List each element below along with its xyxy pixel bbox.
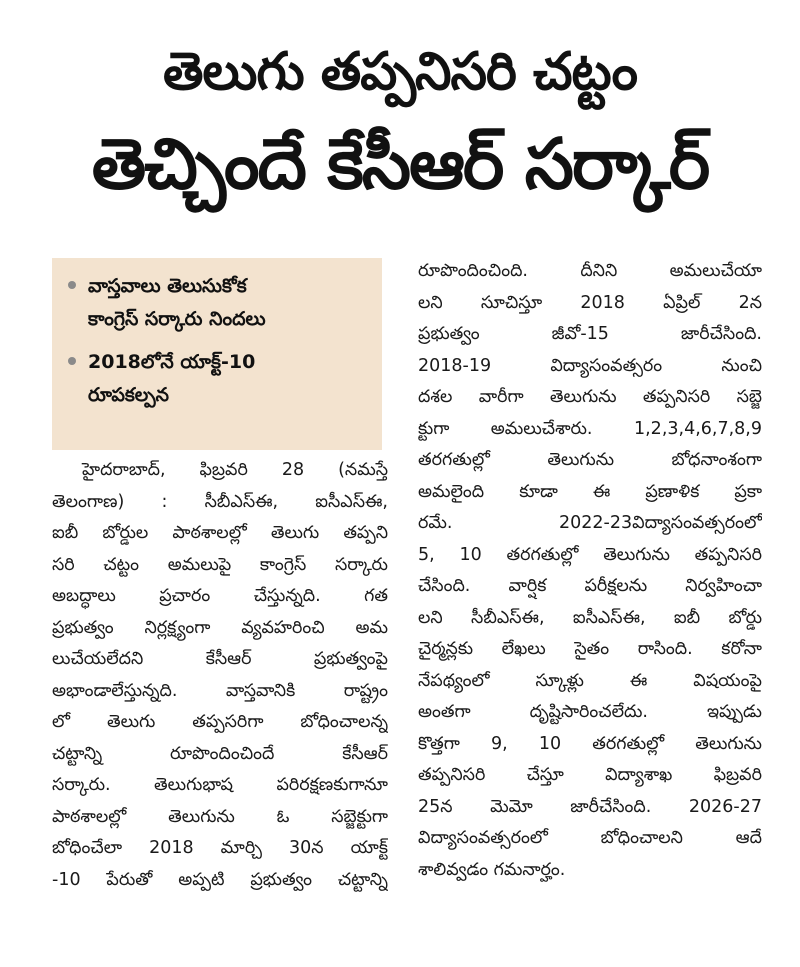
- text-line: లుచేయలేదని కేసీఆర్ ప్రభుత్వంపై: [52, 649, 388, 669]
- highlight-item: [66, 346, 372, 412]
- article-column-right: [418, 256, 762, 886]
- text-line: 25న మెమో జారీచేసింది. 2026-27: [418, 796, 762, 817]
- text-line: హైదరాబాద్, ఫిబ్రవరి 28 (నమస్తే: [82, 460, 388, 480]
- text-line: విద్యాసంవత్సరంలో బోధించాలని ఆదే: [418, 828, 762, 848]
- text-line: 5, 10 తరగతుల్లో తెలుగును తప్పనిసరి: [418, 544, 762, 565]
- text-line: తెలంగాణ) : సీబీఎస్ఈ, ఐసీఎస్ఈ,: [52, 491, 388, 512]
- article-column-left: [52, 455, 388, 896]
- text-line: చైర్మన్లకు లేఖలు సైతం రాసింది. కరోనా: [418, 639, 762, 659]
- highlights-box: [52, 258, 382, 450]
- text-line: -10 పేరుతో అప్పటి ప్రభుత్వం చట్టాన్ని: [52, 869, 388, 890]
- bullet-icon: [68, 357, 76, 365]
- text-line: సరి చట్టం అమలుపై కాంగ్రెస్ సర్కారు: [52, 554, 388, 575]
- highlight-line: కాంగ్రెస్ సర్కారు నిందలు: [88, 308, 266, 330]
- text-line: తప్పనిసరి చేస్తూ విద్యాశాఖ ఫిబ్రవరి: [418, 765, 762, 785]
- text-line: లని సూచిస్తూ 2018 ఏప్రిల్ 2న: [418, 292, 762, 313]
- text-line: అమలైంది కూడా ఈ ప్రణాళిక ప్రకా: [418, 481, 762, 502]
- text-line: లో తెలుగు తప్పసరిగా బోధించాలన్న: [52, 712, 388, 732]
- text-line: కొత్తగా 9, 10 తరగతుల్లో తెలుగును: [418, 733, 762, 754]
- text-line: ప్రభుత్వం జీవో-15 జారీచేసింది.: [418, 324, 762, 344]
- text-line: నేపథ్యంలో స్కూళ్లు ఈ విషయంపై: [418, 670, 762, 691]
- text-line: తరగతుల్లో తెలుగును బోధనాంశంగా: [418, 450, 762, 470]
- text-line: లని సీబీఎస్ఈ, ఐసీఎస్ఈ, ఐబీ బోర్డు: [418, 607, 762, 628]
- text-line: సర్కారు. తెలుగుభాష పరిరక్షణకుగానూ: [52, 775, 388, 795]
- text-line: చట్టాన్ని రూపొందించిందే కేసీఆర్: [52, 743, 388, 764]
- text-line: అంతగా దృష్టిసారించలేదు. ఇప్పుడు: [418, 702, 762, 722]
- text-line: రమే. 2022-23విద్యాసంవత్సరంలో: [418, 513, 762, 533]
- text-line: దశల వారీగా తెలుగును తప్పనిసరి సబ్జె: [418, 387, 762, 407]
- highlight-line: రూపకల్పన: [88, 384, 169, 406]
- text-line: రూపొందించింది. దీనిని అమలుచేయా: [418, 261, 762, 281]
- highlight-line: 2018లోనే యాక్ట్-10: [88, 351, 256, 373]
- highlight-item: [66, 270, 372, 336]
- text-line: చేసింది. వార్షిక పరీక్షలను నిర్వహించా: [418, 576, 762, 596]
- text-line: శాలివ్వడం గమనార్హం.: [418, 859, 566, 880]
- text-line: ఐబీ బోర్డుల పాఠశాలల్లో తెలుగు తప్పని: [52, 523, 388, 543]
- headline-line-2: తెచ్చిందే కేసీఆర్ సర్కార్: [91, 123, 709, 205]
- text-line: పాఠశాలల్లో తెలుగును ఓ సబ్జెక్టుగా: [52, 806, 388, 827]
- text-line: ప్రభుత్వం నిర్లక్ష్యంగా వ్యవహరించి అమ: [52, 617, 388, 638]
- text-line: అబద్ధాలు ప్రచారం చేస్తున్నది. గత: [52, 586, 388, 606]
- text-line: 2018-19 విద్యాసంవత్సరం నుంచి: [418, 355, 762, 376]
- text-line: అభాండాలేస్తున్నది. వాస్తవానికి రాష్ట్రం: [52, 680, 388, 701]
- text-line: బోధించేలా 2018 మార్చి 30న యాక్ట్: [52, 838, 388, 858]
- highlight-line: వాస్తవాలు తెలుసుకోక: [88, 275, 247, 297]
- text-line: క్టుగా అమలుచేశారు. 1,2,3,4,6,7,8,9: [418, 418, 762, 439]
- bullet-icon: [68, 281, 76, 289]
- headline-line-1: తెలుగు తప్పనిసరి చట్టం: [163, 42, 637, 102]
